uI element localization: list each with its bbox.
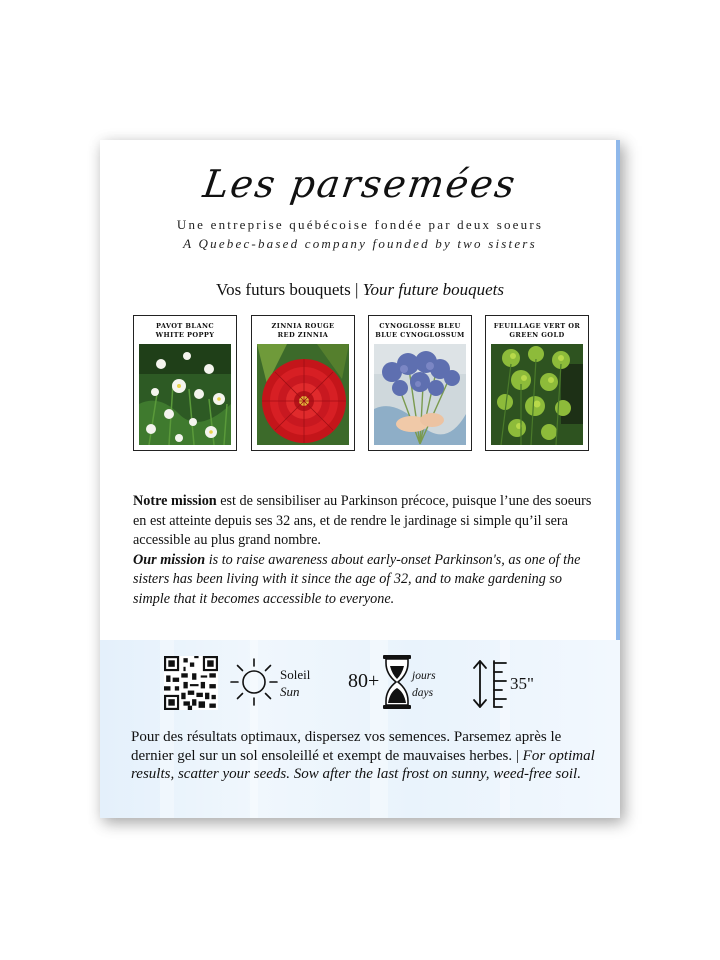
- sun-label-en: Sun: [280, 684, 300, 699]
- mission-english-text: is to raise awareness about early-onset Parkinson's, as one of the sisters has been living with it since the age of 32, and to make gardening so simple that it becomes accessible to everyone.: [133, 551, 581, 607]
- flower-card-white-poppy: [133, 315, 237, 451]
- flower-name: [486, 322, 588, 340]
- seed-packet-card: [100, 140, 620, 818]
- flower-name-fr: FEUILLAGE VERT OR: [493, 322, 581, 330]
- white-poppy-photo: [139, 344, 231, 445]
- tagline-english: A Quebec-based company founded by two sisters: [183, 236, 537, 251]
- red-zinnia-photo: [257, 344, 349, 445]
- brand-title: Les parsemées: [200, 162, 520, 206]
- flower-card-blue-cynoglossum: [368, 315, 472, 451]
- flower-card-green-gold: [485, 315, 589, 451]
- flower-name: [252, 322, 354, 340]
- blue-cynoglossum-photo: [374, 344, 466, 445]
- flower-name: [369, 322, 471, 340]
- sun-icon: [228, 656, 280, 708]
- sun-label-fr: Soleil: [280, 667, 311, 682]
- hourglass-icon: [380, 654, 414, 710]
- mission-french-lead: Notre mission: [133, 493, 217, 509]
- days-label: [412, 668, 436, 702]
- sowing-french: Pour des résultats optimaux, dispersez vos semences. Parsemez après le dernier gel sur un sol ensoleillé et exempt de mauvaises herbes.: [131, 729, 562, 764]
- flower-name-fr: PAVOT BLANC: [155, 322, 215, 330]
- bouquets-heading: [100, 280, 620, 300]
- sowing-separator: |: [512, 747, 523, 764]
- mission-statement: [133, 492, 593, 609]
- mission-english-lead: Our mission: [133, 551, 206, 568]
- mission-english: [133, 551, 593, 610]
- mission-french-text: est de sensibiliser au Parkinson précoce, puisque l’une des soeurs en est atteinte depuis ses 32 ans, et de rendre le jardinage si simple qu’il sera accessible au plus grand nombre.: [133, 493, 592, 548]
- qr-code-icon[interactable]: [164, 656, 218, 710]
- sun-label: [280, 666, 310, 700]
- days-label-fr: jours: [412, 670, 436, 682]
- flower-name-en: GREEN GOLD: [509, 331, 565, 339]
- flower-card-red-zinnia: [251, 315, 355, 451]
- bouquets-heading-en: Your future bouquets: [362, 280, 505, 299]
- sowing-instructions: [131, 728, 595, 784]
- sowing-english: For optimal results, scatter your seeds. Sow after the last frost on sunny, weed-free soil.: [131, 747, 595, 782]
- height-ruler-icon: [470, 658, 510, 710]
- flower-name-fr: ZINNIA ROUGE: [271, 322, 335, 330]
- growing-icons-row: [100, 640, 620, 720]
- plant-height-value: 35": [510, 674, 534, 693]
- days-to-maturity-value: 80+: [348, 670, 380, 692]
- flower-name-en: WHITE POPPY: [155, 331, 215, 339]
- tagline-french: Une entreprise québécoise fondée par deux soeurs: [176, 217, 544, 232]
- mission-french: [133, 492, 593, 551]
- flower-name: [134, 322, 236, 340]
- days-label-en: days: [412, 687, 434, 699]
- growing-info-band: [100, 640, 620, 818]
- flower-name-fr: CYNOGLOSSE BLEU: [379, 322, 461, 330]
- flower-name-en: RED ZINNIA: [277, 331, 329, 339]
- green-gold-photo: [491, 344, 583, 445]
- bouquets-heading-fr: Vos futurs bouquets: [215, 280, 351, 299]
- flower-name-en: BLUE CYNOGLOSSUM: [375, 331, 465, 339]
- bouquets-heading-separator: |: [350, 280, 363, 299]
